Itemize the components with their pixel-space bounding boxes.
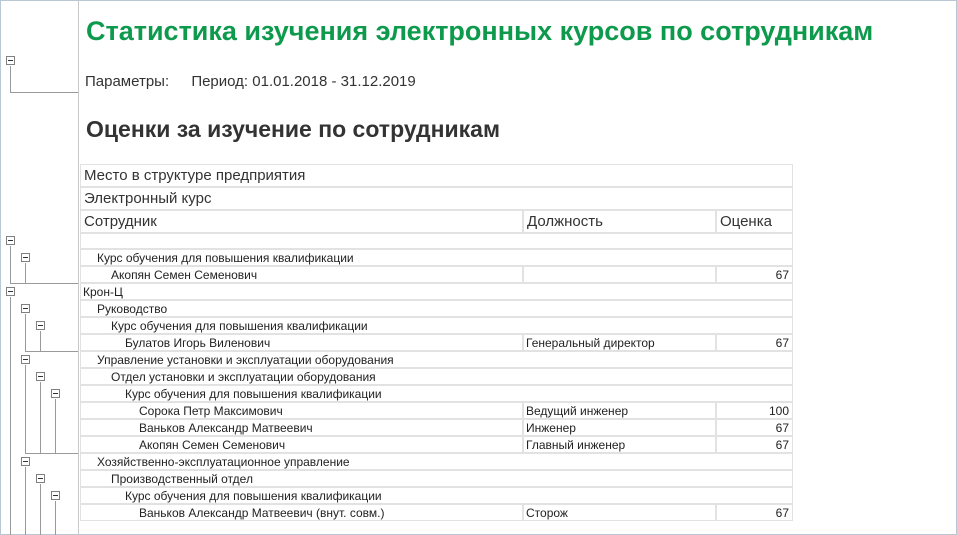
collapse-toggle-icon[interactable] [51, 491, 60, 500]
group-row[interactable]: Курс обучения для повышения квалификации [80, 385, 793, 402]
tree-line [25, 314, 26, 351]
employee-cell[interactable]: Ваньков Александр Матвеевич (внут. совм.) [80, 504, 523, 521]
tree-line [10, 92, 78, 93]
position-cell[interactable]: Сторож [523, 504, 716, 521]
collapse-toggle-icon[interactable] [36, 474, 45, 483]
tree-line [25, 263, 26, 283]
group-row[interactable]: Хозяйственно-эксплуатационное управление [80, 453, 793, 470]
employee-cell[interactable]: Сорока Петр Максимович [80, 402, 523, 419]
tree-line [25, 453, 78, 454]
grade-cell[interactable]: 67 [716, 419, 793, 436]
tree-line [10, 297, 11, 535]
grade-cell[interactable]: 67 [716, 334, 793, 351]
header-spacer [80, 233, 793, 249]
header-position: Должность [523, 210, 716, 233]
employee-cell[interactable]: Ваньков Александр Матвеевич [80, 419, 523, 436]
employee-cell[interactable]: Булатов Игорь Виленович [80, 334, 523, 351]
employee-cell[interactable]: Акопян Семен Семенович [80, 266, 523, 283]
tree-line [40, 382, 41, 453]
collapse-toggle-icon[interactable] [36, 372, 45, 381]
collapse-toggle-icon[interactable] [6, 287, 15, 296]
tree-line [55, 501, 56, 535]
header-course: Электронный курс [80, 187, 793, 210]
group-row[interactable]: Курс обучения для повышения квалификации [80, 487, 793, 504]
report-parameters [85, 73, 416, 90]
position-cell[interactable] [523, 266, 716, 283]
collapse-toggle-icon[interactable] [36, 321, 45, 330]
employee-cell[interactable]: Акопян Семен Семенович [80, 436, 523, 453]
group-row[interactable]: Курс обучения для повышения квалификации [80, 317, 793, 334]
collapse-toggle-icon[interactable] [21, 304, 30, 313]
grade-cell[interactable]: 67 [716, 504, 793, 521]
tree-line [10, 246, 11, 283]
group-gutter-divider [78, 0, 79, 535]
position-cell[interactable]: Главный инженер [523, 436, 716, 453]
tree-line [40, 484, 41, 535]
position-cell[interactable]: Инженер [523, 419, 716, 436]
tree-line [25, 365, 26, 453]
tree-line [10, 66, 11, 92]
group-row[interactable]: Управление установки и эксплуатации оборудования [80, 351, 793, 368]
group-row[interactable]: Производственный отдел [80, 470, 793, 487]
collapse-toggle-icon[interactable] [21, 253, 30, 262]
grade-cell[interactable]: 67 [716, 266, 793, 283]
collapse-toggle-icon[interactable] [21, 457, 30, 466]
collapse-toggle-icon[interactable] [51, 389, 60, 398]
tree-line [10, 283, 78, 284]
group-row[interactable]: Курс обучения для повышения квалификации [80, 249, 793, 266]
tree-line [25, 351, 78, 352]
collapse-toggle-icon[interactable] [6, 56, 15, 65]
tree-line [55, 399, 56, 453]
grade-cell[interactable]: 100 [716, 402, 793, 419]
tree-line [40, 331, 41, 351]
header-grade: Оценка [716, 210, 793, 233]
period-value: Период: 01.01.2018 - 31.12.2019 [191, 73, 416, 90]
header-place: Место в структуре предприятия [80, 164, 793, 187]
collapse-toggle-icon[interactable] [21, 355, 30, 364]
group-row[interactable]: Отдел установки и эксплуатации оборудования [80, 368, 793, 385]
group-row[interactable]: Руководство [80, 300, 793, 317]
group-row[interactable]: Крон-Ц [80, 283, 793, 300]
position-cell[interactable]: Генеральный директор [523, 334, 716, 351]
report-title: Статистика изучения электронных курсов по сотрудникам [86, 16, 874, 46]
tree-line [25, 467, 26, 535]
collapse-toggle-icon[interactable] [6, 236, 15, 245]
position-cell[interactable]: Ведущий инженер [523, 402, 716, 419]
section-title: Оценки за изучение по сотрудникам [86, 116, 500, 142]
header-employee: Сотрудник [80, 210, 523, 233]
parameters-label: Параметры: [85, 73, 170, 90]
grade-cell[interactable]: 67 [716, 436, 793, 453]
